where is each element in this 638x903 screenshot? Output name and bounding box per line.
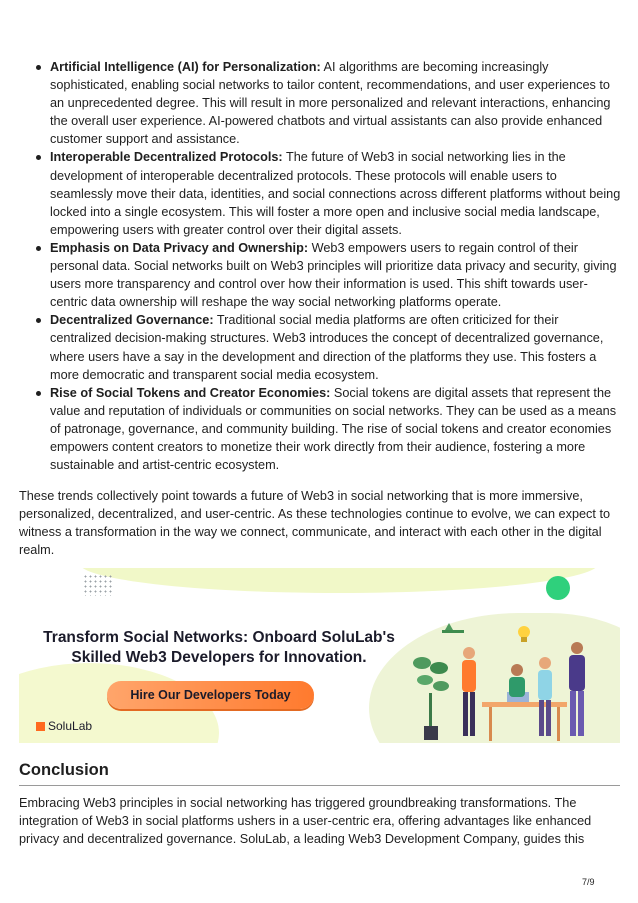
brand-logo	[36, 719, 92, 733]
conclusion-paragraph: Embracing Web3 principles in social networking has triggered groundbreaking transformations. The integration of Web3 in social platforms ushers in a user-centric era, offering advantages like enhanced privacy and decentralized governance. SoluLab, a leading Web3 Development Company, guides this	[19, 796, 592, 847]
solulab-logo-icon	[36, 722, 45, 731]
person-icon	[538, 657, 552, 736]
green-circle-decoration	[546, 576, 570, 600]
hire-developers-button[interactable]: Hire Our Developers Today	[107, 681, 314, 709]
heading-divider	[19, 785, 620, 786]
banner-headline-line: Skilled Web3 Developers for Innovation.	[71, 649, 367, 666]
bullet-title: Artificial Intelligence (AI) for Personalization:	[50, 60, 321, 74]
brand-name: SoluLab	[48, 719, 93, 733]
bullet-text: Web3 empowers users to regain control of their personal data. Social networks built on Web3 principles will prioritize data privacy and security, giving users more transparency and control over how their information is used. This shift towards user-centric data ownership will reshape the way social networking platforms operate.	[50, 240, 617, 310]
bullet-title: Interoperable Decentralized Protocols:	[50, 150, 283, 165]
bullet-title: Emphasis on Data Privacy and Ownership:	[50, 240, 309, 255]
list-item	[19, 384, 623, 474]
shelf-icon	[442, 630, 464, 633]
hire-developers-banner[interactable]	[19, 568, 620, 743]
bullet-text: AI algorithms are becoming increasingly sophisticated, enabling social networks to tailor content, recommendations, and user experiences to an unprecedented degree. This will result in more personalized and relevant interactions, enhancing the overall user experience. AI-powered chatbots and virtual assistants can also provide enhanced customer support and assistance.	[50, 60, 611, 147]
page-number: 7/9	[582, 877, 595, 887]
list-item	[19, 239, 623, 311]
bullet-text: Social tokens are digital assets that represent the value and reputation of individuals or communities on social networks. They can be used as a means of patronage, governance, and community building. The rise of social tokens and creator economies empowers content creators to monetize their work directly from their audience, fostering a more sustainable and artist-centric ecosystem.	[50, 385, 617, 473]
banner-wave-decoration	[79, 568, 599, 593]
bullet-title: Decentralized Governance:	[50, 313, 214, 328]
bullet-text: Traditional social media platforms are often criticized for their centralized decision-making structures. Web3 introduces the concept of decentralized governance, where users have a say in the development and direction of the platforms they use. This fosters a more democratic and transparent social media ecosystem.	[50, 313, 604, 382]
person-icon	[569, 642, 585, 736]
team-meeting-illustration	[397, 608, 617, 743]
person-icon	[462, 647, 476, 736]
banner-headline-line: Transform Social Networks: Onboard SoluLab's	[43, 629, 395, 646]
bullet-text: The future of Web3 in social networking lies in the development of interoperable decentralized protocols. These protocols will enable users to seamlessly move their data, identities, and social connections across different platforms without being locked into a single ecosystem. This will foster a more open and inclusive social media landscape, empowering users with greater control over their digital assets.	[50, 150, 621, 237]
dot-grid-decoration	[83, 574, 113, 596]
person-icon	[509, 664, 525, 697]
lightbulb-icon	[518, 626, 530, 642]
plant-icon	[413, 657, 449, 740]
list-item	[19, 311, 623, 383]
bullet-title: Rise of Social Tokens and Creator Economies:	[50, 385, 331, 400]
banner-headline	[19, 628, 419, 668]
table-icon	[482, 702, 567, 707]
summary-paragraph: These trends collectively point towards a future of Web3 in social networking that is more immersive, personalized, decentralized, and user-centric. As these technologies continue to evolve, we can expect to witness a transformation in the way we connect, communicate, and interact with each other in the digital realm.	[19, 489, 611, 558]
trend-list	[19, 58, 623, 474]
section-heading: Conclusion	[19, 761, 109, 779]
list-item	[19, 58, 623, 148]
list-item	[19, 148, 623, 238]
